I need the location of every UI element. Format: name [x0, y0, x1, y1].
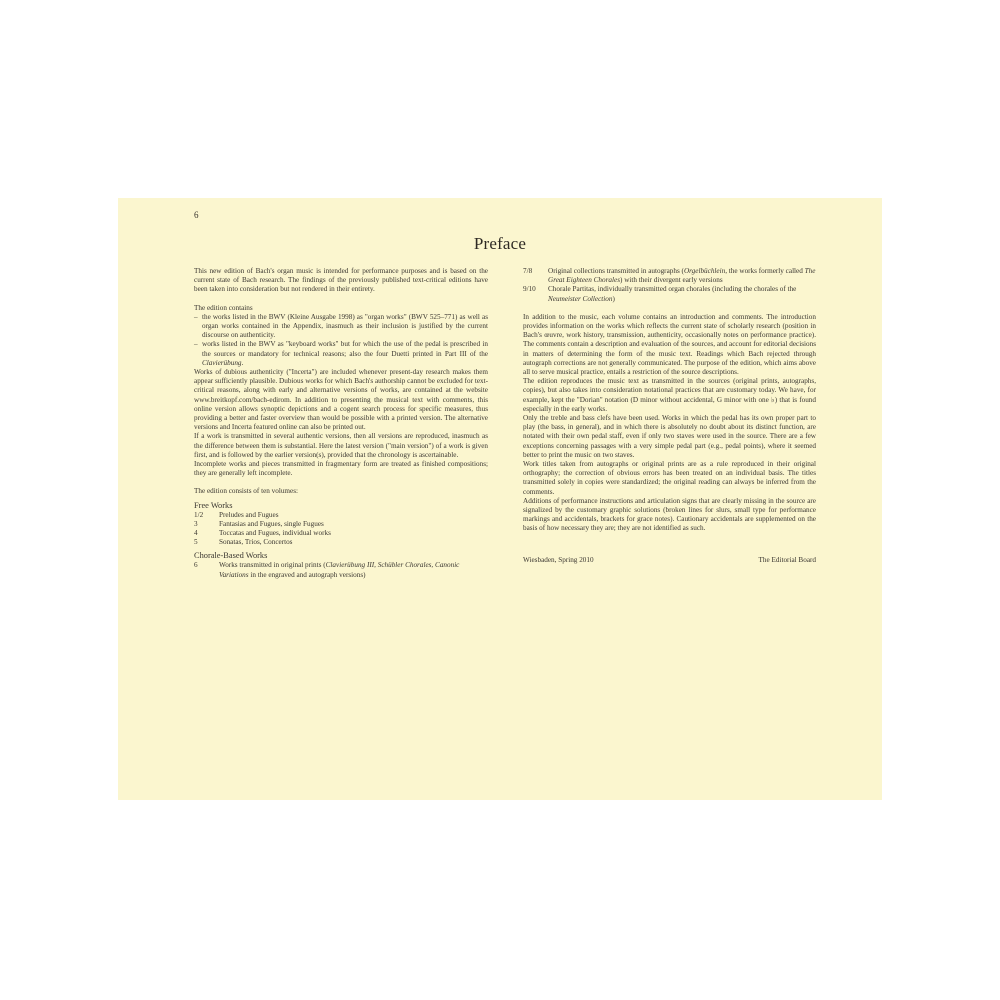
- versions-paragraph: If a work is transmitted in several authentic versions, then all versions are reproduced, inasmuch as the difference between them is substantial. Here the latest version ("main version") of a work is given first, and is followed by the earlier version(s), provided that the chronology is ascertainable.: [194, 432, 488, 459]
- volume-title: Chorale Partitas, individually transmitted organ chorales (including the chorales of the Neumeister Collection): [548, 285, 797, 303]
- titles-paragraph: Work titles taken from autographs or original prints are as a rule reproduced in their original orthography; the correction of obvious errors has been treated on an individual basis. The titles transmitted solely in copies were standardized; the original reading can always be inferred from the comments.: [523, 460, 816, 496]
- volume-row: [194, 511, 488, 520]
- volume-row: [523, 285, 816, 303]
- document-page: [118, 198, 882, 800]
- volume-title: Toccatas and Fugues, individual works: [219, 529, 331, 538]
- introduction-paragraph: In addition to the music, each volume contains an introduction and comments. The introduction provides information on the works which reflects the current state of scholarly research (position in Bach's œuvre, work history, transmission, authenticity, occasionally notes on performance practice). The comments contain a description and evaluation of the sources, and account for editorial decisions in matters of determining the form of the music text. Readings which Bach rejected through autograph corrections are not generally communicated. The purpose of the edition, which aims above all to serve musical practice, entails a restriction of the source descriptions.: [523, 312, 816, 377]
- volume-row: [194, 529, 488, 538]
- chorale-works-heading: Chorale-Based Works: [194, 551, 268, 561]
- page-number: 6: [194, 210, 199, 220]
- free-works-list: [194, 511, 488, 548]
- volume-number: 7/8: [523, 267, 533, 275]
- volume-number: 6: [194, 561, 198, 570]
- list-item-text: the works listed in the BWV (Kleine Ausgabe 1998) as "organ works" (BWV 525–771) as well as organ works contained in the Appendix, inasmuch as their inclusion is justified by the current discourse on authenticity.: [202, 312, 488, 340]
- list-item: [194, 313, 488, 341]
- clefs-paragraph: Only the treble and bass clefs have been used. Works in which the pedal has its own proper part to play (the bass, in general), and in which there is absolutely no doubt about its distinct function, are notated with their own pedal staff, even if only two staves were used in the source. There are a few exceptions concerning passages with a very simple pedal part (e.g., pedal points), where it seemed better to print the music on two staves.: [523, 414, 816, 459]
- volume-number: 9/10: [523, 285, 536, 294]
- place-date: Wiesbaden, Spring 2010: [523, 555, 594, 564]
- volume-number: 5: [194, 538, 198, 547]
- volume-title: Fantasias and Fugues, single Fugues: [219, 519, 324, 528]
- free-works-heading: Free Works: [194, 500, 233, 510]
- list-item-text: works listed in the BWV as "keyboard works" but for which the use of the pedal is prescribed in the sources or mandatory for technical reasons; also the four Duetti printed in Part III of the Clavierübung.: [202, 340, 488, 367]
- volume-title: Sonatas, Trios, Concertos: [219, 538, 293, 547]
- contains-heading: The edition contains: [194, 303, 253, 312]
- additions-paragraph: Additions of performance instructions and articulation signs that are clearly missing in the source are signalized by the customary graphic solutions (broken lines for slurs, small type for performance markings and accidentals, brackets for grace notes). Cautionary accidentals are supplemented on the basis of how necessary they are; they are not identified as such.: [523, 496, 816, 533]
- intro-paragraph: This new edition of Bach's organ music is intended for performance purposes and is based on the current state of Bach research. The findings of the previously published text-critical editions have been taken into consideration but not rendered in their entirety.: [194, 267, 488, 294]
- list-item: [194, 340, 488, 368]
- volume-title: Preludes and Fugues: [219, 510, 279, 519]
- dash-bullet: –: [194, 340, 198, 349]
- left-column: [194, 267, 488, 580]
- page-title: Preface: [473, 234, 527, 253]
- volumes-intro: The edition consists of ten volumes:: [194, 487, 299, 496]
- editorial-board-signature: The Editorial Board: [758, 555, 816, 564]
- signature-line: [523, 556, 816, 565]
- volume-number: 4: [194, 529, 198, 538]
- incomplete-works-paragraph: Incomplete works and pieces transmitted in fragmentary form are treated as finished compositions; they are generally left incomplete.: [194, 460, 488, 478]
- right-column: [523, 267, 816, 565]
- volume-row: [194, 520, 488, 529]
- volume-number: 3: [194, 519, 198, 528]
- volume-title: Original collections transmitted in autographs (Orgelbüchlein, the works formerly called The Great Eighteen Chorales) with their divergent early versions: [548, 267, 816, 285]
- volume-row: [194, 561, 488, 579]
- volume-row: [523, 267, 816, 285]
- dash-bullet: –: [194, 312, 198, 321]
- volume-number: 1/2: [194, 510, 204, 519]
- dubious-works-paragraph: Works of dubious authenticity ("Incerta") are included whenever present-day research makes them appear sufficiently plausible. Dubious works for which Bach's authorship cannot be excluded for text-critical reasons, along with early and alternative versions of works, are contained at the website www.breitkopf.com/bach-edirom. In addition to presenting the musical text with comments, this online version allows synoptic depictions and a cogent search process for specific measures, thus providing a better and faster overview than would be possible with a printed version. The alternative versions and Incerta featured online can also be printed out.: [194, 368, 488, 432]
- music-text-paragraph: The edition reproduces the music text as transmitted in the sources (original prints, autographs, copies), but also takes into consideration notational practices that are customary today. We have, for example, kept the "Dorian" notation (D minor without accidental, G minor with one ♭) that is found especially in the early works.: [523, 377, 816, 413]
- volume-row: [194, 538, 488, 547]
- volume-title: Works transmitted in original prints (Clavierübung III, Schübler Chorales, Canonic Variations in the engraved and autograph versions): [219, 561, 460, 579]
